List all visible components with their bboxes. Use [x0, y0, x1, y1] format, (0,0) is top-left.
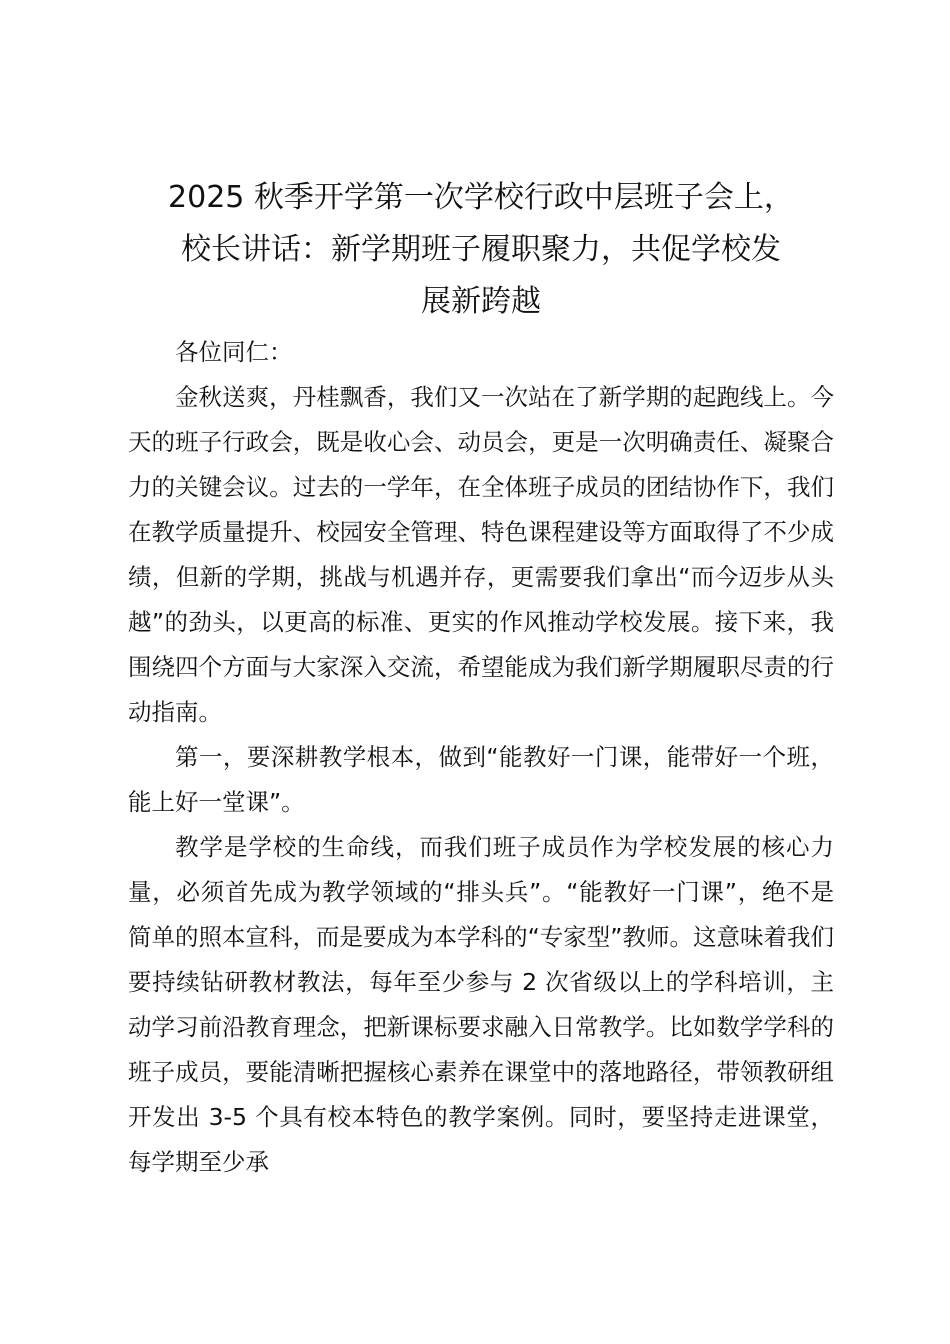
document-page — [128, 172, 834, 1185]
title-line-2: 校长讲话：新学期班子履职聚力，共促学校发 — [181, 232, 781, 267]
salutation: 各位同仁： — [175, 338, 293, 366]
document-title — [128, 172, 834, 328]
title-line-1: 2025 秋季开学第一次学校行政中层班子会上， — [168, 180, 794, 215]
title-line-3: 展新跨越 — [421, 284, 541, 319]
paragraph-point-one-heading: 第一，要深耕教学根本，做到“能教好一门课，能带好一个班，能上好一堂课”。 — [128, 743, 834, 816]
paragraph-point-one-body: 教学是学校的生命线，而我们班子成员作为学校发展的核心力量，必须首先成为教学领域的“排头兵”。“能教好一门课”，绝不是简单的照本宣科，而是要成为本学科的“专家型”教师。这意味着我们要持续钻研教材教法，每年至少参与 2 次省级以上的学科培训，主动学习前沿教育理念，把新课标要求融入日常教学。比如数学学科的班子成员，要能清晰把握核心素养在课堂中的落地路径，带领教研组开发出 3-5 个具有校本特色的教学案例。同时，要坚持走进课堂，每学期至少承 — [128, 833, 834, 1176]
paragraph-intro: 金秋送爽，丹桂飘香，我们又一次站在了新学期的起跑线上。今天的班子行政会，既是收心会、动员会，更是一次明确责任、凝聚合力的关键会议。过去的一学年，在全体班子成员的团结协作下，我们在教学质量提升、校园安全管理、特色课程建设等方面取得了不少成绩，但新的学期，挑战与机遇并存，更需要我们拿出“而今迈步从头越”的劲头，以更高的标准、更实的作风推动学校发展。接下来，我围绕四个方面与大家深入交流，希望能成为我们新学期履职尽责的行动指南。 — [128, 383, 834, 726]
